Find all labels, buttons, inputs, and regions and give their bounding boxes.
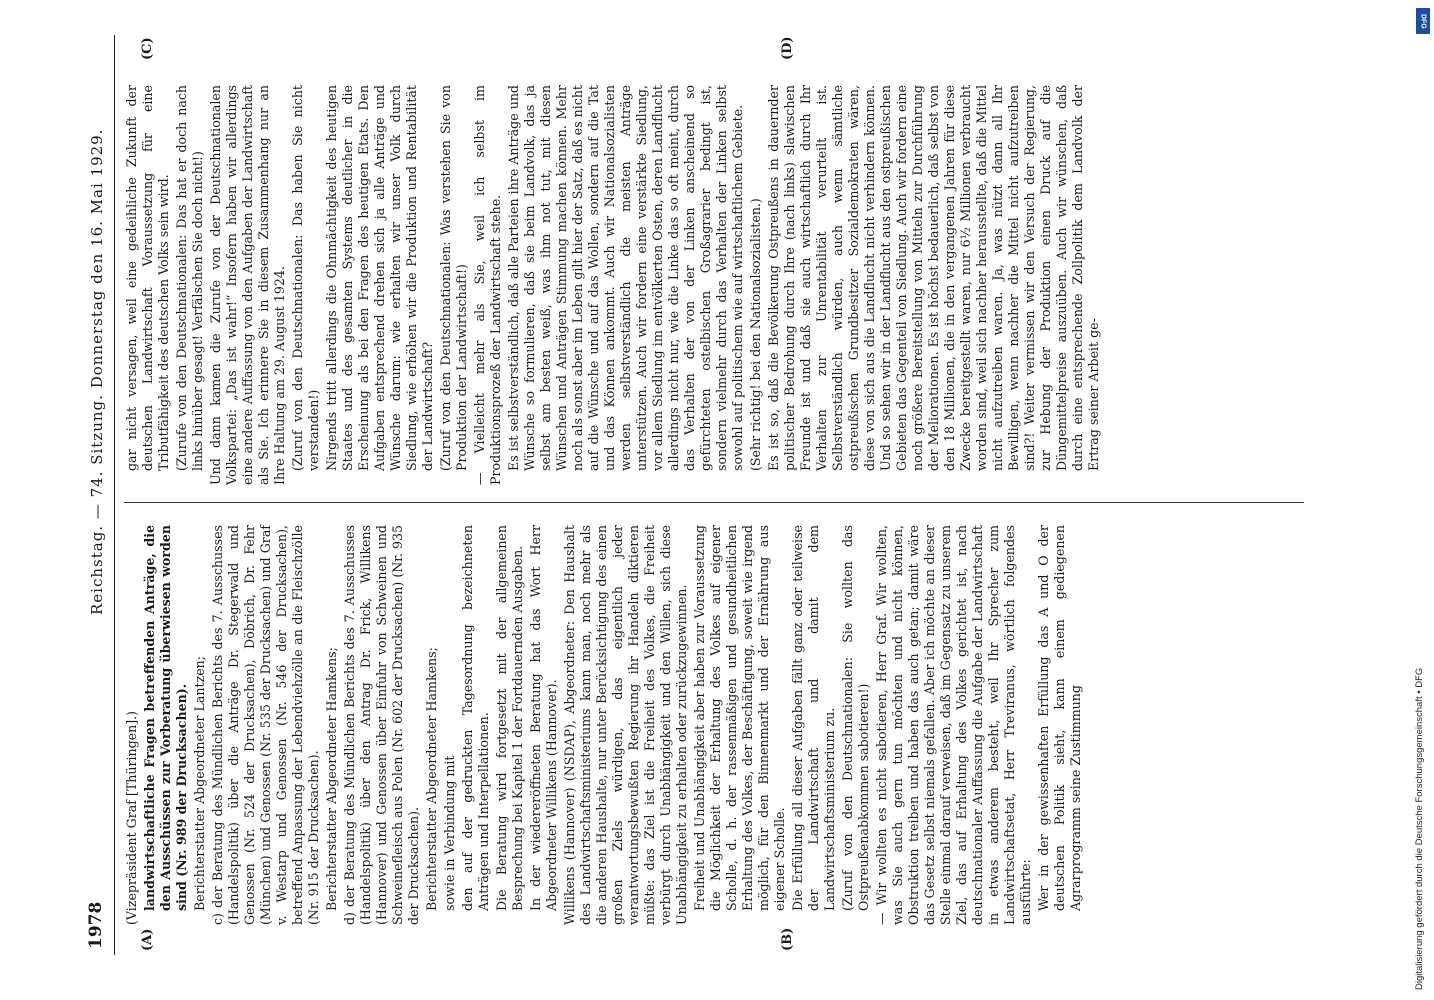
margin-mark-a: (A) (140, 928, 155, 951)
paragraph: (Zuruf von den Deutschnationalen: Was verstehen Sie von Produktion der Landwirtschaft!) (438, 85, 469, 471)
paragraph: d) der Beratung des Mündlichen Berichts des 7. Ausschusses (Handelspolitik) über den Antrag Dr. Frick, Willikens (Hannover) und Genossen über Einfuhr von Schweinen und Schweinefleisch aus Polen (Nr. 602 der Drucksachen) (Nr. 935 der Drucksachen). (342, 525, 421, 925)
paragraph: sowie in Verbindung mit (442, 755, 457, 911)
paragraph: Nirgends tritt allerdings die Ohnmächtigkeit des heutigen Staates und des gesamten Systems deutlicher in die Erscheinung als bei den Fragen des heutigen Etats. Den Aufgaben entsprechend drehen sich ja alle Anträge und Wünsche darum: wie erhalten wir unser Volk durch Siedlung, wie erhöhen wir die Produktion und Rentabilität der Landwirtschaft? (324, 85, 435, 471)
paragraph: den auf der gedruckten Tagesordnung bezeichneten Anträgen und Interpellationen. (460, 525, 491, 911)
paragraph: Die Beratung wird fortgesetzt mit der allgemeinen Besprechung bei Kapitel 1 der Fortdauernden Ausgaben. (494, 525, 525, 911)
paragraph: Freiheit und Unabhängigkeit aber haben zur Voraussetzung die Möglichkeit der Erhaltung des Volkes auf eigener Scholle, d. h. der rassenmäßigen und gesundheitlichen Erhaltung des Volkes, der Beschäftigung, soweit wie irgend möglich, für den Binnenmarkt und der Ernährung aus eigener Scholle. (692, 525, 787, 911)
margin-mark-b: (B) (780, 927, 795, 951)
paragraph: (Vizepräsident Graf [Thüringen].) (124, 710, 139, 925)
paragraph: Es ist so, daß die Bevölkerung Ostpreußens in dauernder politischer Bedrohung durch Ihre (nach links) slawischen Freunde ist und daß sie auch wirtschaftlich durch Ihr Verhalten zur Unrentabilität verurteilt ist. Selbstverständlich würden, auch wenn sämtliche ostpreußischen Grundbesitzer Sozialdemokraten wären, diese von sich aus die Landflucht nicht verhindern können. Und so sehen wir in der Landflucht aus den ostpreußischen Gebieten das Gegenteil von Siedlung. Auch wir fordern eine noch größere Bereitstellung von Mitteln zur Durchführung der Meliorationen. Es ist höchst bedauerlich, daß selbst von den 18 Millionen, die in den vergangenen Jahren für diese Zwecke bereitgestellt waren, nur 6½ Millionen verbraucht worden sind, weil sich nachher herausstellte, daß die Mittel nicht aufzutreiben waren. Ja, was nützt dann all Ihr Bewilligen, wenn nachher die Mittel nicht aufzutreiben sind?! Weiter vermissen wir den Versuch der Regierung, zur Hebung der Produktion einen Druck auf die Düngemittelpreise auszuüben. Auch wir wünschen, daß durch eine entsprechende Zollpolitik dem Landvolk der Ertrag seiner Arbeit ge- (766, 85, 1101, 471)
paragraph: gar nicht versagen, weil eine gedeihliche Zukunft der deutschen Landwirtschaft Voraussetzung für eine Tributfähigkeit des deutschen Volks sein wird. (124, 85, 171, 471)
right-column (124, 85, 1104, 485)
paragraph: Willikens (Hannover) (NSDAP), Abgeordneter: Den Haushalt des Landwirtschaftsministeriums kann man, noch mehr als die anderen Haushalte, nur unter Berücksichtigung des einen großen Ziels würdigen, das eigentlich jeder verantwortungsbewußten Regierung ihr Handeln diktieren müßte: das Ziel ist die Freiheit des Volkes, die Freiheit verbürgt durch Unabhängigkeit und den Willen, sich diese Unabhängigkeit zu erhalten oder zurückzugewinnen. (562, 525, 689, 925)
funding-note: Digitalisierung gefördert durch die Deutsche Forschungsgemeinschaft • DFG (1414, 667, 1425, 990)
margin-mark-d: (D) (780, 36, 795, 60)
page-header (80, 35, 115, 955)
paragraph: In der wiedereröffneten Beratung hat das Wort Herr Abgeordneter Willikens (Hannover). (528, 525, 559, 911)
paragraph: Berichterstatter Abgeordneter Hamkens; (424, 647, 439, 911)
column-divider (124, 502, 1304, 503)
side-note (1414, 10, 1432, 990)
paragraph: (Sehr richtig! bei den Nationalsozialisten.) (748, 198, 763, 471)
paragraph: (Zuruf von den Deutschnationalen: Sie wollten das Ostpreußenabkommen sabotieren!) (840, 525, 871, 911)
left-column (124, 525, 1086, 925)
paragraph: Berichterstatter Abgeordneter Hamkens; (324, 647, 339, 911)
paragraph: Wer in der gewissenhaften Erfüllung das A und O der deutschen Politik sieht, kann einem gediegenen Agrarprogramm seine Zustimmung (1036, 525, 1083, 911)
paragraph: — Wir wollten es nicht sabotieren, Herr Graf. Wir wollten, was Sie auch gern tun möchten und nicht können, Obstruktion treiben und haben das auch getan; damit wäre das Gesetz selbst niemals gefallen. Aber ich möchte an dieser Stelle einmal darauf verweisen, daß im Gegensatz zu unserem Ziel, das auf Erhaltung des Volkes gerichtet ist, nach deutschnationaler Auffassung die Aufgabe der Landwirtschaft in etwas anderem besteht, weil Ihr Sprecher zum Landwirtschaftsetat, Herr Treviranus, wörtlich folgendes ausführte: (874, 525, 1033, 925)
paragraph: c) der Beratung des Mündlichen Berichts des 7. Ausschusses (Handelspolitik) über die Anträge Dr. Stegerwald und Genossen (Nr. 524 der Drucksachen), Döbrich, Dr. Fehr (München) und Genossen (Nr. 535 der Drucksachen) und Graf v. Westarp und Genossen (Nr. 546 der Drucksachen), betreffend Anpassung der Lebendviehzölle an die Fleischzölle (Nr. 915 der Drucksachen). (210, 525, 321, 925)
rotated-text-page (80, 35, 1380, 955)
paragraph: landwirtschaftliche Fragen betreffenden Anträge, die den Ausschüssen zur Vorberatung überwiesen worden sind (Nr. 989 der Drucksachen). (142, 525, 189, 911)
page-title: Reichstag. — 74. Sitzung. Donnerstag den 16. Mai 1929. (88, 128, 106, 615)
paragraph: Und dann kamen die Zurufe von der Deutschnationalen Volkspartei: „Das ist wahr!“ Insofern haben wir allerdings eine andere Auffassung von den Aufgaben der Landwirtschaft als Sie. Ich erinnere Sie in diesem Zusammenhang nur an Ihre Haltung am 29. August 1924. (208, 85, 287, 485)
paragraph: — Vielleicht mehr als Sie, weil ich selbst im Produktionsprozeß der Landwirtschaft stehe. (472, 85, 503, 485)
paragraph: (Zurufe von den Deutschnationalen: Das hat er doch nach links hinüber gesagt! Verfälschen Sie doch nicht!) (174, 85, 205, 471)
dfg-logo: DFG (1416, 8, 1430, 34)
page-number: 1978 (86, 901, 106, 949)
paragraph: Die Erfüllung all dieser Aufgaben fällt ganz oder teilweise der Landwirtschaft und damit dem Landwirtschaftsministerium zu. (790, 525, 837, 911)
margin-mark-c: (C) (140, 37, 155, 60)
paragraph: Es ist selbstverständlich, daß alle Parteien ihre Anträge und Wünsche so formulieren, daß sie beim Landvolk, das ja selbst am besten weiß, was ihm not tut, mit diesen Wünschen und Anträgen Stimmung machen können. Mehr noch als sonst aber im Leben gilt hier der Satz, daß es nicht auf die Wünsche und auf das Wollen, sondern auf die Tat und das Können ankommt. Auch wir Nationalsozialisten werden selbstverständlich die meisten Anträge unterstützen. Auch wir fordern eine verstärkte Siedlung, vor allem Siedlung im entvölkerten Osten, deren Landflucht allerdings nicht nur, wie die Linke das so oft meint, durch das Verhalten der von der Linken anscheinend so gefürchteten ostelbischen Großagrarier bedingt ist, sondern vielmehr durch das Verhalten der Linken selbst sowohl auf politischem wie auf wirtschaftlichem Gebiete. (506, 85, 745, 471)
paragraph: (Zuruf von den Deutschnationalen: Das haben Sie nicht verstanden!) (290, 85, 321, 471)
paragraph: Berichterstatter Abgeordneter Lantzen; (192, 655, 207, 911)
